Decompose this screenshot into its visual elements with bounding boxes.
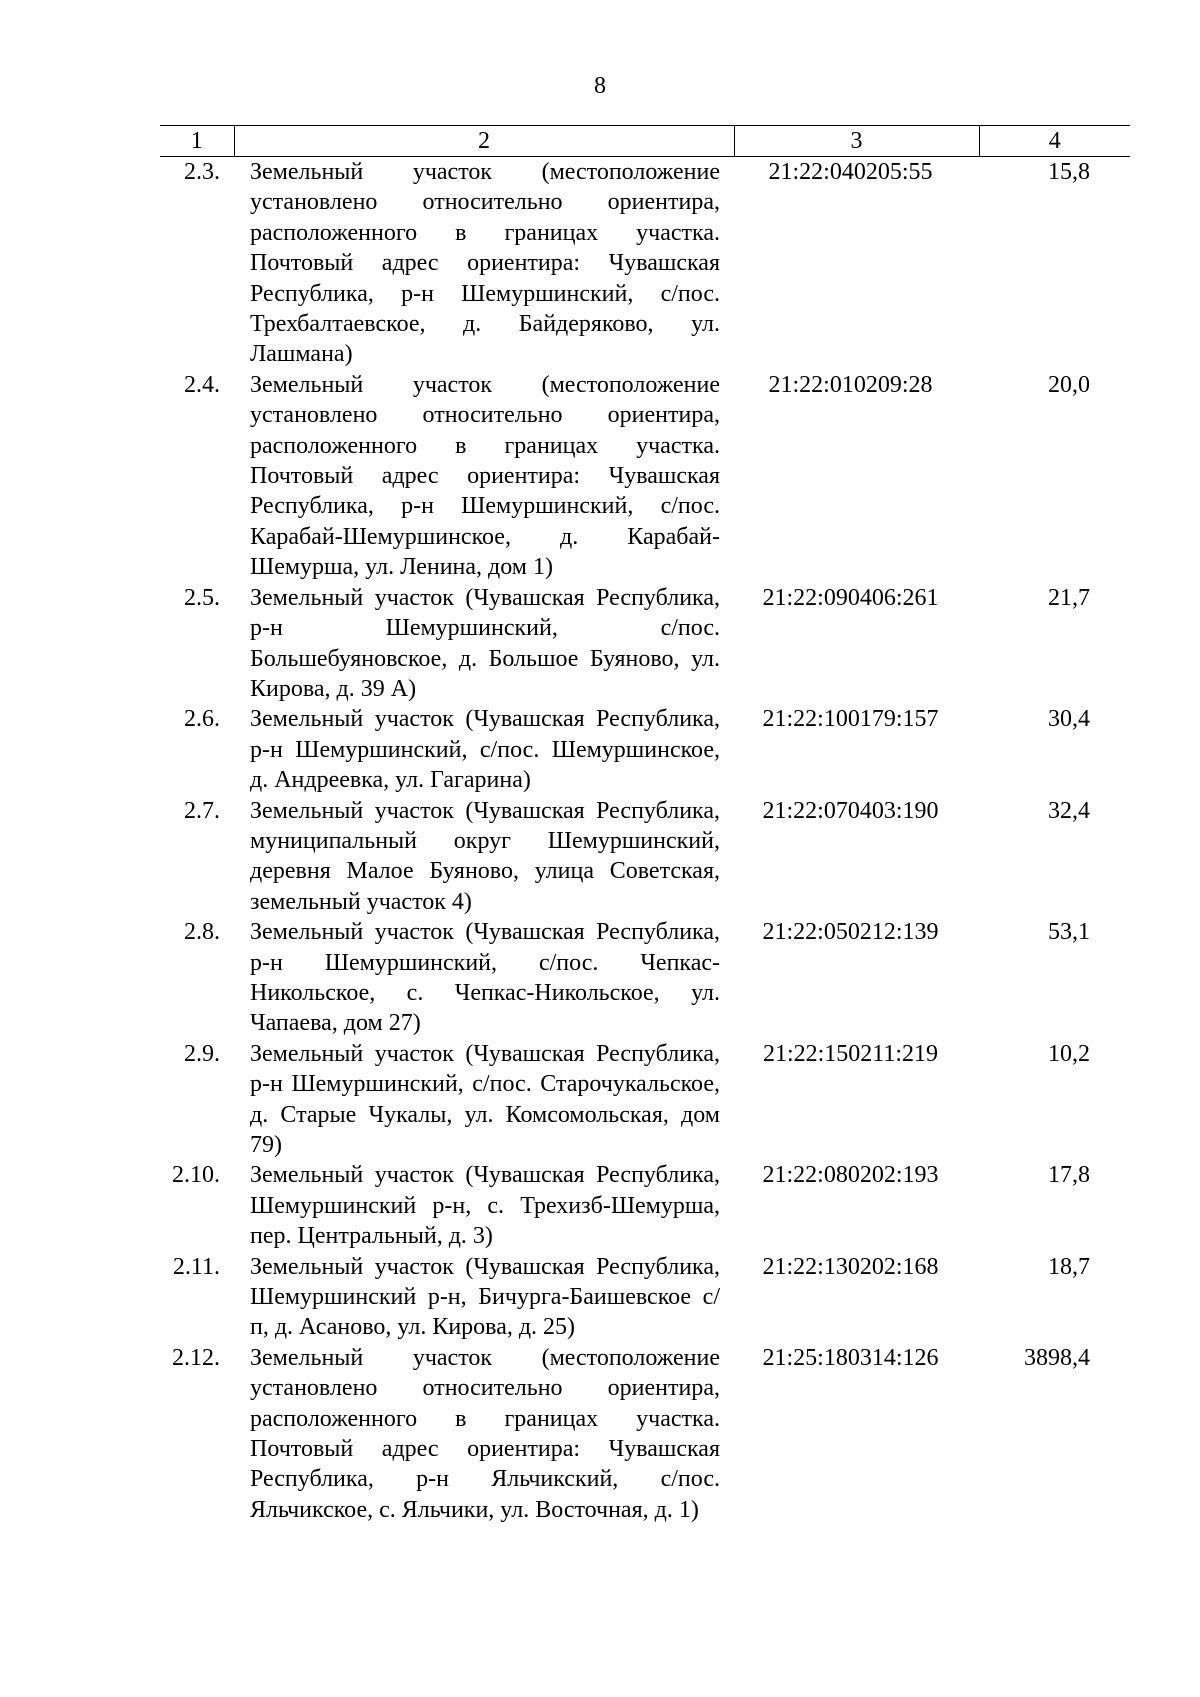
column-header-4: 4 xyxy=(979,126,1130,157)
column-header-3: 3 xyxy=(734,126,979,157)
area-value: 53,1 xyxy=(1048,919,1090,946)
plot-description: Земельный участок (Чувашская Республика, р-н Шемуршинский, с/пос. Старочукальское, д. Старые Чукалы, ул. Комсомольская, дом 79) xyxy=(250,1040,720,1158)
cadastral-number: 21:22:130202:168 xyxy=(762,1253,939,1280)
plot-description: Земельный участок (местоположение установлено относительно ориентира, расположенного в границах участка. Почтовый адрес ориентира: Чувашская Республика, р-н Шемуршинский, с/пос. Карабай-Шемуршинское, д. Карабай-Шемурша, ул. Ленина, дом 1) xyxy=(250,371,720,581)
plot-description: Земельный участок (местоположение установлено относительно ориентира, расположенного в границах участка. Почтовый адрес ориентира: Чувашская Республика, р-н Шемуршинский, с/пос. Трехбалтаевское, д. Байдеряково, ул. Лашмана) xyxy=(250,159,720,368)
column-header-1: 1 xyxy=(160,126,234,157)
cadastral-number: 21:22:050212:139 xyxy=(762,919,939,946)
plot-description: Земельный участок (Чувашская Республика, Шемуршинский р-н, с. Трехизб-Шемурша, пер. Центральный, д. 3) xyxy=(250,1162,720,1250)
column-header-2: 2 xyxy=(234,126,734,157)
cadastral-number: 21:22:150211:219 xyxy=(762,1040,939,1067)
table-row xyxy=(160,1160,1130,1251)
row-number: 2.3. xyxy=(184,159,220,185)
plot-description: Земельный участок (Чувашская Республика, р-н Шемуршинский, с/пос. Чепкас-Никольское, с. Чепкас-Никольское, ул. Чапаева, дом 27) xyxy=(250,919,720,1037)
table-row xyxy=(160,796,1130,918)
table-row xyxy=(160,1039,1130,1161)
area-value: 20,0 xyxy=(1048,371,1090,398)
row-number: 2.10. xyxy=(172,1162,220,1189)
cadastral-number: 21:22:040205:55 xyxy=(768,159,933,185)
plot-description: Земельный участок (Чувашская Республика, муниципальный округ Шемуршинский, деревня Малое Буяново, улица Советская, земельный участок 4) xyxy=(250,797,720,915)
area-value: 3898,4 xyxy=(1024,1344,1090,1371)
area-value: 15,8 xyxy=(1048,159,1090,185)
area-value: 18,7 xyxy=(1048,1253,1090,1280)
row-number: 2.9. xyxy=(184,1040,220,1067)
row-number: 2.11. xyxy=(172,1253,220,1280)
land-plots-table xyxy=(160,125,1130,1525)
cadastral-number: 21:22:090406:261 xyxy=(762,584,939,611)
cadastral-number: 21:22:080202:193 xyxy=(762,1162,939,1189)
row-number: 2.4. xyxy=(184,371,220,398)
row-number: 2.5. xyxy=(184,584,220,611)
plot-description: Земельный участок (Чувашская Республика, Шемуршинский р-н, Бичурга-Баишевское с/п, д. Асаново, ул. Кирова, д. 25) xyxy=(250,1253,720,1341)
table-row xyxy=(160,704,1130,795)
row-number: 2.8. xyxy=(184,919,220,946)
row-number: 2.7. xyxy=(184,797,220,824)
plot-description: Земельный участок (Чувашская Республика, р-н Шемуршинский, с/пос. Шемуршинское, д. Андреевка, ул. Гагарина) xyxy=(250,706,720,794)
area-value: 32,4 xyxy=(1048,797,1090,824)
plot-description: Земельный участок (Чувашская Республика, р-н Шемуршинский, с/пос. Большебуяновское, д. Большое Буяново, ул. Кирова, д. 39 А) xyxy=(250,584,720,702)
page-number: 8 xyxy=(594,73,606,99)
row-number: 2.6. xyxy=(184,706,220,733)
table-header-row xyxy=(160,126,1130,157)
table-row xyxy=(160,917,1130,1039)
cadastral-number: 21:25:180314:126 xyxy=(762,1344,939,1371)
cadastral-number: 21:22:100179:157 xyxy=(762,706,939,733)
plot-description: Земельный участок (местоположение установлено относительно ориентира, расположенного в границах участка. Почтовый адрес ориентира: Чувашская Республика, р-н Яльчикский, с/пос. Яльчикское, с. Яльчики, ул. Восточная, д. 1) xyxy=(250,1344,720,1523)
area-value: 21,7 xyxy=(1048,584,1090,611)
area-value: 10,2 xyxy=(1048,1040,1090,1067)
table-row xyxy=(160,1343,1130,1525)
table-row xyxy=(160,370,1130,583)
area-value: 17,8 xyxy=(1048,1162,1090,1189)
area-value: 30,4 xyxy=(1048,706,1090,733)
table-row xyxy=(160,583,1130,705)
table-row xyxy=(160,1252,1130,1343)
cadastral-number: 21:22:010209:28 xyxy=(768,371,933,398)
cadastral-number: 21:22:070403:190 xyxy=(762,797,939,824)
row-number: 2.12. xyxy=(172,1344,220,1371)
table-row xyxy=(160,157,1130,370)
